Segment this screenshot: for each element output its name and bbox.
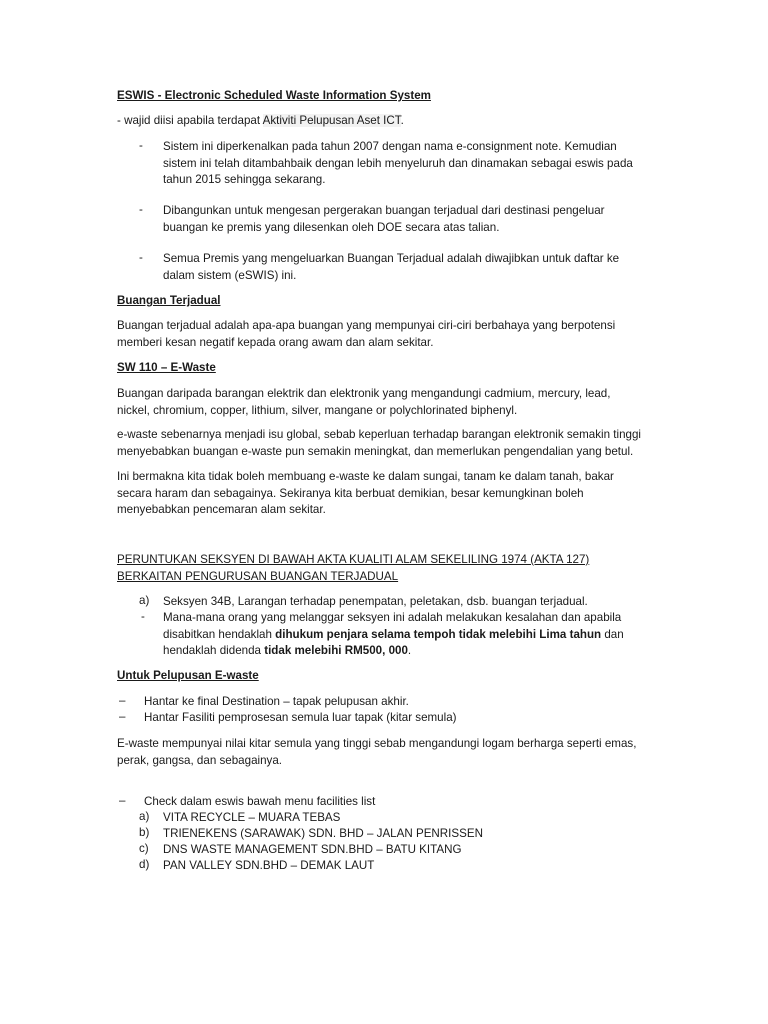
bullet-dash: - (139, 203, 143, 216)
facilities-lead: Check dalam eswis bawah menu facilities list (144, 795, 376, 808)
facility-marker-a: a) (139, 810, 150, 823)
sub-bullet-dash: - (141, 610, 145, 623)
facility-marker-d: d) (139, 858, 150, 871)
section-heading-buangan: Buangan Terjadual (117, 294, 221, 307)
intro-highlight: Aktiviti Pelupusan Aset ICT (262, 114, 401, 127)
section-heading-akta: PERUNTUKAN SEKSYEN DI BAWAH AKTA KUALITI ALAM SEKELILING 1974 (AKTA 127) BERKAITAN PENGURUSAN BUANGAN TERJADUAL (117, 553, 590, 583)
section-heading-pelupusan: Untuk Pelupusan E-waste (117, 669, 259, 682)
pelupusan-item-2: Hantar Fasiliti pemprosesan semula luar tapak (kitar semula) (144, 711, 457, 724)
intro-prefix: - wajid diisi apabila terdapat (117, 114, 263, 127)
document-title: ESWIS - Electronic Scheduled Waste Information System (117, 89, 431, 102)
akta-item-a: Seksyen 34B, Larangan terhadap penempatan, peletakan, dsb. buangan terjadual. (163, 595, 588, 608)
sw110-paragraph-3: Ini bermakna kita tidak boleh membuang e-waste ke dalam sungai, tanam ke dalam tanah, bakar secara haram dan sebagainya. Sekiranya kita berbuat demikian, besar kemungkinan boleh menyebabkan pencemaran alam sekitar. (117, 470, 614, 516)
bullet-dash: - (139, 251, 143, 264)
sw110-paragraph-2: e-waste sebenarnya menjadi isu global, sebab keperluan terhadap barangan elektronik semakin tinggi menyebabkan buangan e-waste pun semakin meningkat, dan memerlukan pengendalian yang betul. (117, 428, 641, 458)
list-marker-a: a) (139, 594, 150, 607)
penalty-text-3: . (407, 644, 412, 657)
facility-item-d: PAN VALLEY SDN.BHD – DEMAK LAUT (163, 859, 375, 872)
intro-line (117, 113, 657, 130)
list-dash: – (119, 794, 126, 807)
intro-suffix: . (400, 114, 404, 127)
intro-bullet-3: Semua Premis yang mengeluarkan Buangan Terjadual adalah diwajibkan untuk daftar ke dalam sistem (eSWIS) ini. (163, 252, 620, 282)
penalty-bold-1: dihukum penjara selama tempoh tidak melebihi Lima tahun (275, 627, 602, 641)
intro-bullet-1: Sistem ini diperkenalkan pada tahun 2007 dengan nama e-consignment note. Kemudian sistem ini telah ditambahbaik dengan lebih menyeluruh dan dinamakan sebagai eswis pada tahun 2015 sehingga sekarang. (163, 140, 633, 186)
list-dash: – (119, 710, 126, 723)
sw110-paragraph-1: Buangan daripada barangan elektrik dan elektronik yang mengandungi cadmium, mercury, lead, nickel, chromium, copper, lithium, silver, mangane or polychlorinated biphenyl. (117, 387, 611, 417)
pelupusan-item-1: Hantar ke final Destination – tapak pelupusan akhir. (144, 695, 409, 708)
facility-marker-b: b) (139, 826, 150, 839)
buangan-paragraph: Buangan terjadual adalah apa-apa buangan yang mempunyai ciri-ciri berbahaya yang berpotensi memberi kesan negatif kepada orang awam dan alam sekitar. (117, 319, 616, 349)
pelupusan-paragraph: E-waste mempunyai nilai kitar semula yang tinggi sebab mengandungi logam berharga seperti emas, perak, gangsa, dan sebagainya. (117, 737, 637, 767)
list-dash: – (119, 694, 126, 707)
penalty-text-1: Mana-mana orang yang melanggar seksyen ini adalah melakukan kesalahan dan apabila disabitkan hendaklah (163, 611, 622, 641)
facility-item-c: DNS WASTE MANAGEMENT SDN.BHD – BATU KITANG (163, 843, 462, 856)
facility-item-b: TRIENEKENS (SARAWAK) SDN. BHD – JALAN PENRISSEN (163, 827, 483, 840)
section-heading-sw110: SW 110 – E-Waste (117, 361, 216, 374)
intro-bullet-2: Dibangunkan untuk mengesan pergerakan buangan terjadual dari destinasi pengeluar buangan ke premis yang dilesenkan oleh DOE secara atas talian. (163, 204, 605, 234)
penalty-bold-2: tidak melebihi RM500, 000 (264, 644, 408, 657)
penalty-text-2: dan hendaklah didenda (163, 627, 624, 657)
facility-item-a: VITA RECYCLE – MUARA TEBAS (163, 811, 341, 824)
akta-penalty-text (163, 610, 633, 660)
facility-marker-c: c) (139, 842, 149, 855)
bullet-dash: - (139, 139, 143, 152)
